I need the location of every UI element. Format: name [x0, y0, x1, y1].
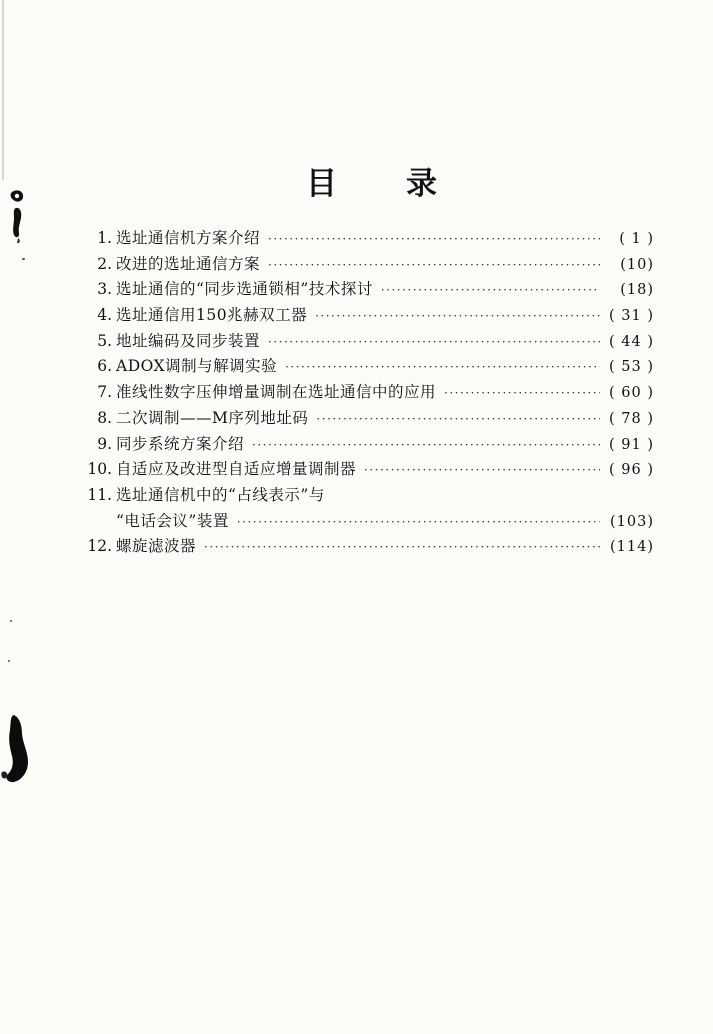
toc-entry-title: ADOX调制与解调实验	[116, 357, 278, 376]
title-char-2: 录	[406, 166, 439, 202]
toc-entry-page: ( 60 )	[609, 385, 654, 402]
leader-dots	[444, 381, 600, 407]
toc-entry-page: (103)	[610, 513, 654, 530]
leader-dots	[268, 253, 600, 279]
toc-entry	[86, 534, 654, 560]
toc-entry-title: “电话会议”装置	[116, 511, 229, 530]
toc-entry-page: (10)	[620, 256, 654, 273]
toc-entry-page: ( 31 )	[609, 308, 654, 325]
leader-dots	[204, 535, 600, 561]
toc-entry-page: ( 91 )	[609, 436, 654, 453]
leader-dots	[268, 227, 600, 253]
toc-entry-number: 10.	[87, 460, 112, 479]
toc-entry-title: 地址编码及同步装置	[116, 331, 261, 350]
leader-dots	[364, 458, 600, 484]
toc-entry-page: ( 44 )	[609, 333, 654, 350]
toc-entry	[86, 329, 654, 355]
toc-entry-page: ( 96 )	[609, 462, 654, 479]
toc-entry-title: 二次调制——M序列地址码	[116, 408, 309, 427]
toc-entry-continuation	[86, 509, 654, 535]
ink-blot-top	[6, 188, 28, 250]
toc-entry	[86, 303, 654, 329]
toc-entry-number: 7.	[97, 383, 112, 402]
toc-entry-number: 12.	[87, 537, 112, 556]
toc-entry	[86, 226, 654, 252]
toc-entry-number: 9.	[97, 434, 112, 453]
toc-entry	[86, 457, 654, 483]
title-char-1: 目	[306, 166, 339, 202]
toc-entry-number: 8.	[97, 408, 112, 427]
leader-dots	[268, 330, 600, 356]
leader-dots	[252, 433, 600, 459]
toc-entry-page: (114)	[610, 539, 654, 556]
toc-entry-number: 4.	[97, 306, 112, 325]
toc-entry-title: 准线性数字压伸增量调制在选址通信中的应用	[116, 383, 437, 402]
toc-entry	[86, 432, 654, 458]
toc-entry	[86, 354, 654, 380]
toc-entry	[86, 380, 654, 406]
toc-entry-number: 2.	[97, 254, 112, 273]
toc-entry	[86, 406, 654, 432]
leader-dots	[381, 278, 600, 304]
ink-speck	[8, 660, 10, 662]
toc-entry	[86, 277, 654, 303]
binding-edge-line	[2, 0, 4, 180]
toc-entry-number: 5.	[97, 331, 112, 350]
toc-entry	[86, 483, 654, 509]
toc-entry-number: 3.	[97, 280, 112, 299]
table-of-contents	[86, 226, 654, 560]
toc-entry-title: 改进的选址通信方案	[116, 254, 261, 273]
toc-entry-page: ( 1 )	[619, 231, 654, 247]
toc-entry-page: ( 78 )	[609, 410, 654, 427]
toc-entry-title: 选址通信的“同步选通锁相”技术探讨	[116, 280, 373, 299]
toc-entry-title: 选址通信用150兆赫双工器	[116, 306, 308, 325]
toc-entry-page: ( 53 )	[609, 359, 654, 376]
toc-entry-title: 自适应及改进型自适应增量调制器	[116, 460, 357, 479]
toc-entry-number: 1.	[97, 229, 112, 247]
leader-dots	[315, 304, 600, 330]
toc-entry	[86, 252, 654, 278]
toc-entry-title: 螺旋滤波器	[116, 537, 197, 556]
toc-entry-title: 选址通信机中的“占线表示”与	[116, 485, 325, 504]
ink-blot-bottom	[0, 712, 36, 784]
toc-entry-number: 6.	[97, 357, 112, 376]
leader-dots	[285, 355, 600, 381]
leader-dots	[316, 407, 600, 433]
toc-entry-title: 选址通信机方案介绍	[116, 229, 261, 247]
ink-speck	[10, 620, 12, 622]
toc-entry-title: 同步系统方案介绍	[116, 434, 245, 453]
toc-entry-number: 11.	[87, 485, 112, 504]
ink-speck	[22, 258, 25, 260]
leader-dots	[237, 510, 600, 536]
toc-entry-page: (18)	[620, 282, 654, 299]
